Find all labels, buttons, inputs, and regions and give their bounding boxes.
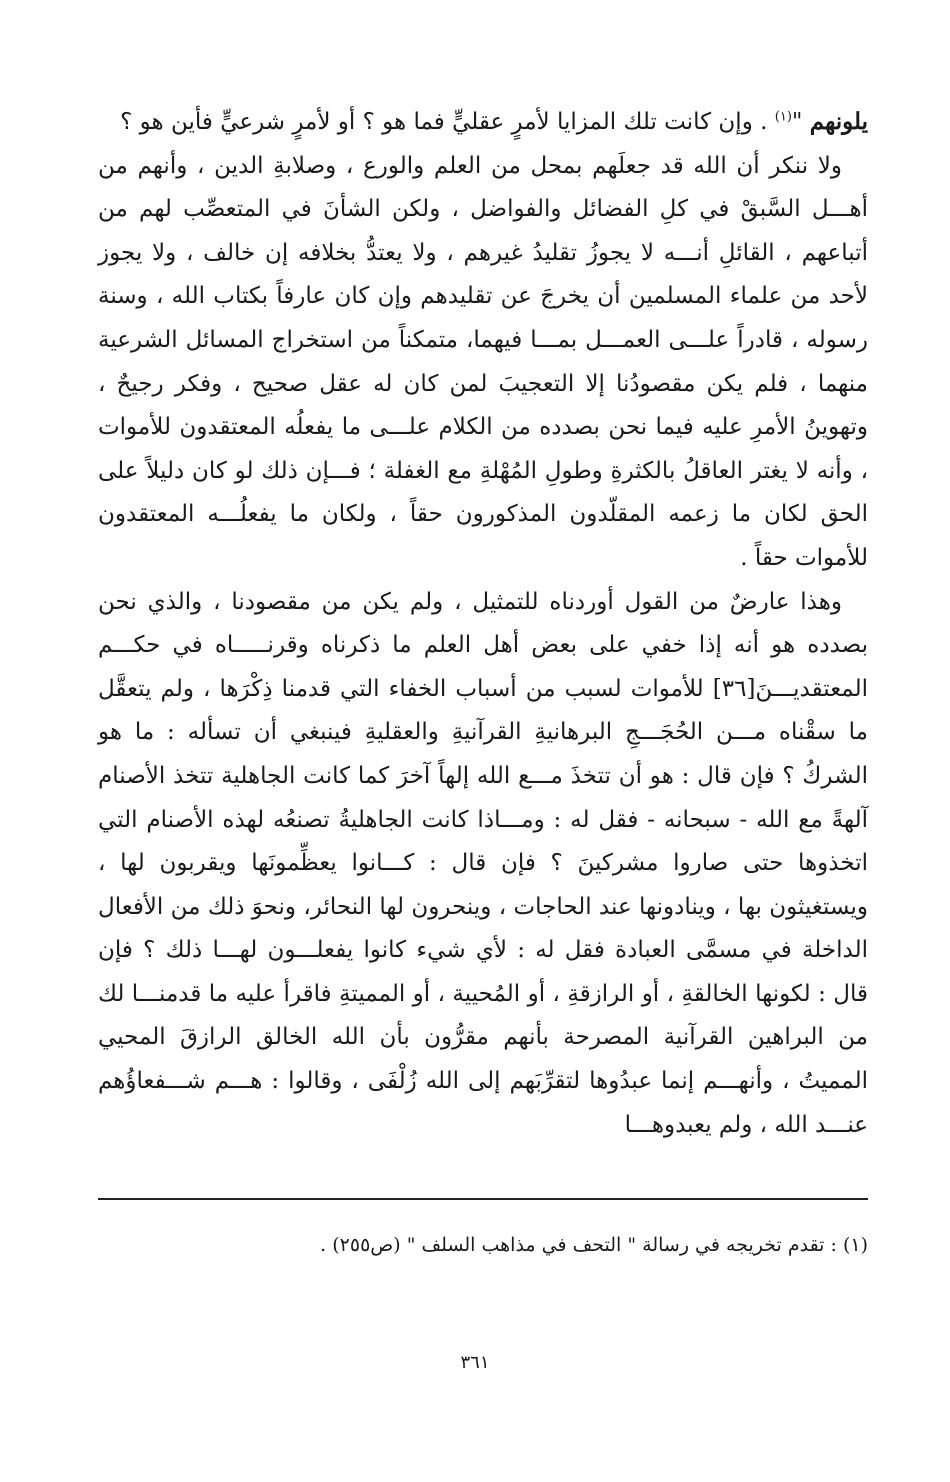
main-text <box>98 100 868 1147</box>
page-number: ٣٦١ <box>460 1352 490 1373</box>
footnote-separator <box>98 1198 868 1200</box>
paragraph-1 <box>98 100 868 145</box>
footnote-reference: (١) <box>774 109 792 125</box>
lead-quote: " <box>791 109 810 135</box>
paragraph-1-text: . وإن كانت تلك المزايا لأمرٍ عقليٍّ فما هو ؟ أو لأمرٍ شرعيٍّ فأين هو ؟ <box>120 109 775 135</box>
paragraph-2: ولا ننكر أن الله قد جعلَهم بمحل من العلم والورع ، وصلابةِ الدين ، وأنهم من أهـــل السَّبقْ في كلِ الفضائل والفواضل ، ولكن الشأنَ في المتعصِّب لهم من أتباعهم ، القائلِ أنـــه لا يجوزُ تقليدُ غيرهم ، ولا يعتدُّ بخلافه إن خالف ، ولا يجوز لأحد من علماء المسلمين أن يخرجَ عن تقليدهم وإن كان عارفاً بكتاب الله ، وسنة رسوله ، قادراً علـــى العمـــل بمـــا فيهما، متمكناً من استخراج المسائل الشرعية منهما ، فلم يكن مقصودُنا إلا التعجيبَ لمن كان له عقل صحيح ، وفكر رجيحٌ ، وتهوينُ الأمرِ عليه فيما نحن بصدده من الكلام علـــى ما يفعلُه المعتقدون للأموات ، وأنه لا يغتر العاقلُ بالكثرةِ وطولِ المُهْلةِ مع الغفلة ؛ فـــإن ذلك لو كان دليلاً على الحق لكان ما زعمه المقلّدون المذكورون حقاً ، ولكان ما يفعلُـــه المعتقدون للأموات حقاً . <box>98 152 868 571</box>
footnote: (١) : تقدم تخريجه في رسالة " التحف في مذاهب السلف " (ص٢٥٥) . <box>320 1234 868 1256</box>
lead-word: يلونهم <box>809 108 868 135</box>
paragraph-3: وهذا عارضٌ من القول أوردناه للتمثيل ، ولم يكن من مقصودنا ، والذي نحن بصدده هو أنه إذا خفي على بعض أهل العلم ما ذكرناه وقرنـــــاه في حكـــم المعتقديـــنَ[٣٦] للأموات لسبب من أسباب الخفاء التي قدمنا ذِكْرَها ، ولم يتعقَّل ما سقْناه مـــن الحُجَـــجِ البرهانيةِ القرآنيةِ والعقليةِ فينبغي أن تسأله : ما هو الشركُ ؟ فإن قال : هو أن تتخذَ مـــع الله إلهاً آخرَ كما كانت الجاهلية تتخذ الأصنام آلهةً مع الله - سبحانه - فقل له : ومـــاذا كانت الجاهليةُ تصنعُه لهذه الأصنام التي اتخذوها حتى صاروا مشركينَ ؟ فإن قال : كـــانوا يعظِّمونَها ويقربون لها ، ويستغيثون بها ، وينادونها عند الحاجات ، وينحرون لها النحائر، ونحوَ ذلك من الأفعال الداخلة في مسمَّى العبادة فقل له : لأي شيء كانوا يفعلـــون لهـــا ذلك ؟ فإن قال : لكونها الخالقةِ ، أو الرازقةِ ، أو المُحيية ، أو المميتةِ فاقرأ عليه ما قدمنـــا لك من البراهين القرآنية المصرحة بأنهم مقرُّون بأن الله الخالق الرازقَ المحيي المميتُ ، وأنهـــم إنما عبدُوها لتقرِّبَهم إلى الله زُلْفَى ، وقالوا : هـــم شـــفعاؤُهم عنـــد الله ، ولم يعبدوهـــا <box>98 588 868 1138</box>
